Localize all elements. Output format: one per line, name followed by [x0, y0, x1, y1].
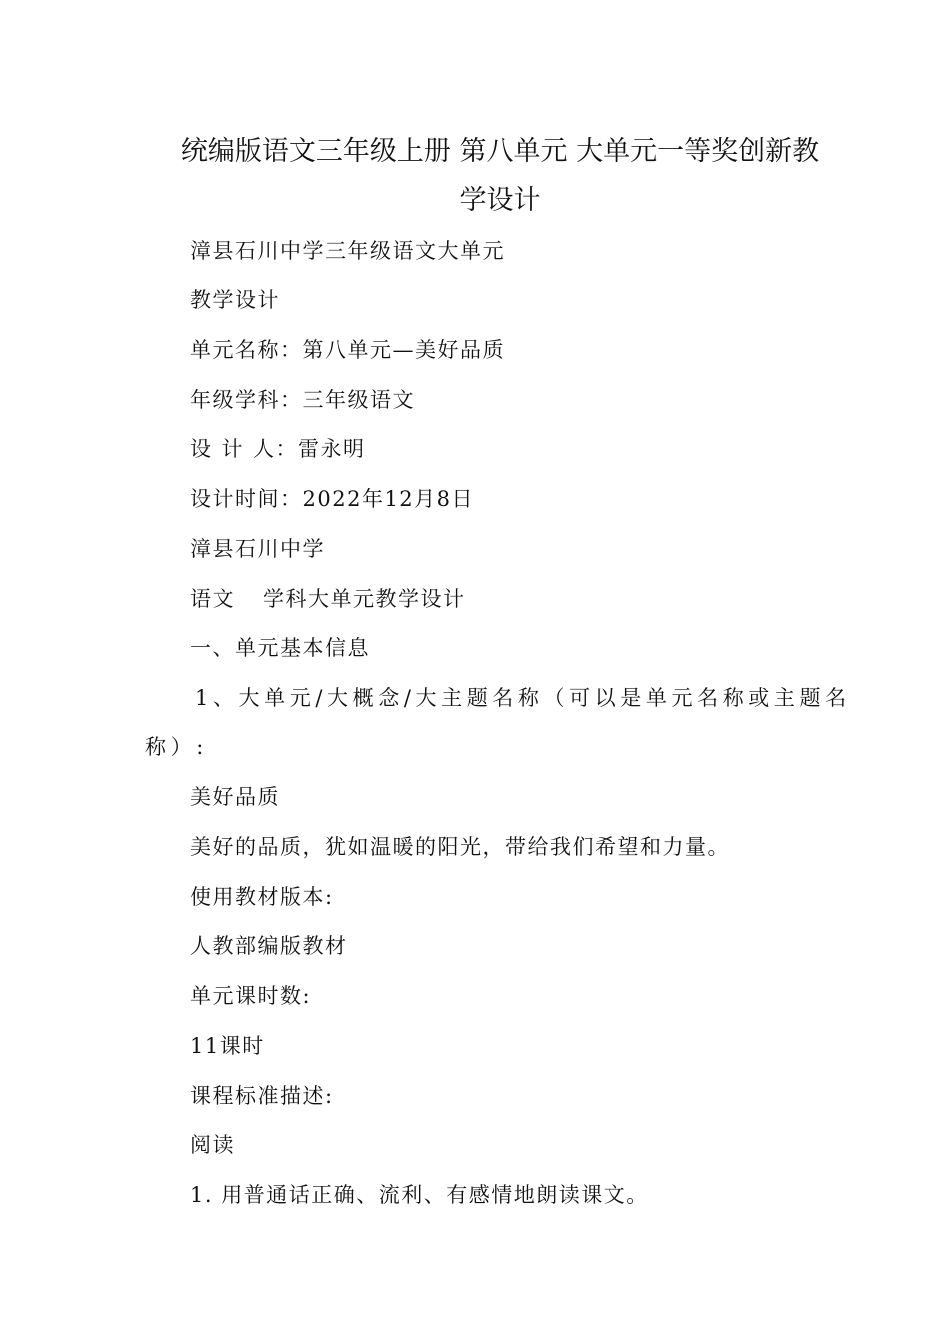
designer-label-part-3: 人：雷永明: [253, 437, 366, 461]
theme-name: 美好品质: [190, 785, 280, 809]
standard-label: 课程标准描述:: [190, 1084, 334, 1108]
school-name: 漳县石川中学: [190, 537, 325, 561]
theme-description: 美好的品质，犹如温暖的阳光，带给我们希望和力量。: [190, 835, 730, 859]
document-title-line-1: 统编版语文三年级上册 第八单元 大单元一等奖创新教: [180, 136, 820, 167]
grade-subject: 年级学科：三年级语文: [190, 388, 415, 412]
hours-label: 单元课时数:: [190, 984, 312, 1008]
subject-suffix: 学科大单元教学设计: [263, 587, 466, 611]
item-1-line-1: 1、大单元/大概念/大主题名称（可以是单元名称或主题名: [195, 686, 851, 710]
section-heading-1: 一、单元基本信息: [190, 636, 370, 660]
reading-heading: 阅读: [190, 1133, 235, 1157]
subject-line: [190, 584, 466, 614]
reading-item-1: 1. 用普通话正确、流利、有感情地朗读课文。: [190, 1183, 649, 1207]
textbook-value: 人教部编版教材: [190, 934, 348, 958]
design-label: 教学设计: [190, 288, 280, 312]
designer-line: [190, 434, 366, 464]
textbook-label: 使用教材版本:: [190, 885, 334, 909]
hours-value: 11课时: [190, 1034, 265, 1058]
school-header: 漳县石川中学三年级语文大单元: [190, 239, 505, 263]
unit-name: 单元名称：第八单元—美好品质: [190, 338, 505, 362]
designer-label-part-2: 计: [221, 437, 244, 461]
subject-prefix: 语文: [190, 587, 235, 611]
item-1-line-2: 称）:: [145, 735, 208, 759]
document-title-line-2: 学设计: [459, 185, 541, 216]
design-time: 设计时间：2022年12月8日: [190, 487, 475, 511]
designer-label-part-1: 设: [190, 437, 213, 461]
